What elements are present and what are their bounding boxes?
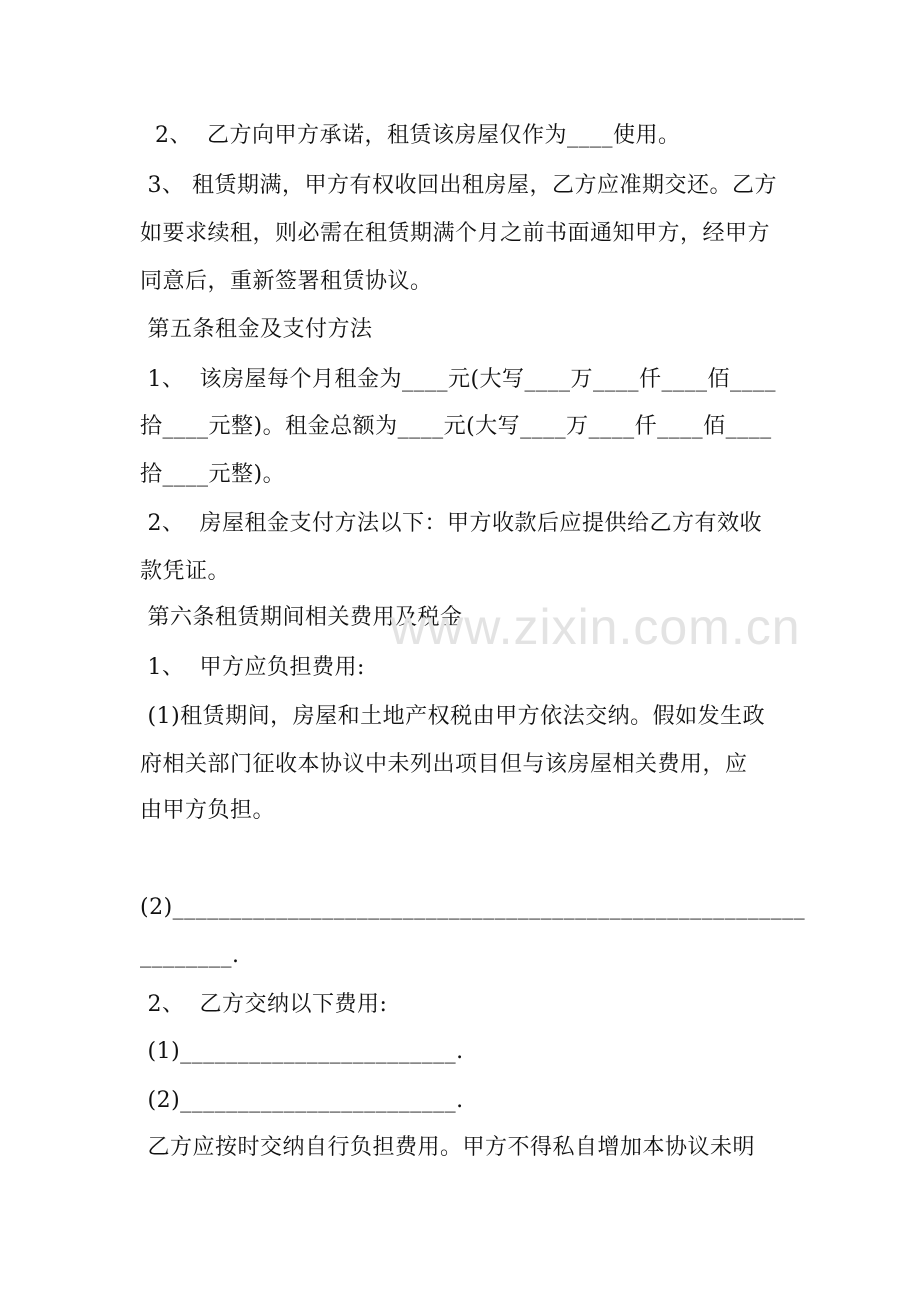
- clause-line: 府相关部门征收本协议中未列出项目但与该房屋相关费用，应: [140, 752, 748, 777]
- clause-line: 款凭证。: [140, 559, 231, 584]
- section-heading: 第五条租金及支付方法: [140, 317, 373, 342]
- watermark: www.zixin.com.cn: [390, 599, 801, 655]
- clause-line: 1、 该房屋每个月租金为____元(大写____万____仟____佰____: [140, 367, 777, 392]
- section-heading: 第六条租赁期间相关费用及税金: [140, 605, 463, 630]
- clause-line: 同意后，重新签署租赁协议。: [140, 269, 433, 294]
- clause-line: 3、 租赁期满，甲方有权收回出租房屋，乙方应准期交还。乙方: [140, 173, 777, 198]
- clause-line: 1、 甲方应负担费用:: [140, 655, 365, 680]
- blank-line: (1)________________________.: [140, 1039, 464, 1064]
- clause-line: 2、 乙方交纳以下费用:: [140, 992, 388, 1017]
- blank-line: (2)_______________________________________________________: [140, 895, 806, 920]
- clause-line: 如要求续租，则必需在租赁期满个月之前书面通知甲方，经甲方: [140, 221, 771, 246]
- blank-line: ________.: [140, 943, 240, 968]
- clause-line: 拾____元整)。: [140, 462, 286, 487]
- clause-line: 2、 房屋租金支付方法以下：甲方收款后应提供给乙方有效收: [140, 511, 762, 536]
- clause-line: 2、 乙方向甲方承诺，租赁该房屋仅作为____使用。: [140, 123, 681, 148]
- clause-line: (1)租赁期间，房屋和土地产权税由甲方依法交纳。假如发生政: [140, 704, 766, 729]
- clause-line: 乙方应按时交纳自行负担费用。甲方不得私自增加本协议未明: [140, 1135, 755, 1160]
- clause-line: 由甲方负担。: [140, 798, 276, 823]
- clause-line: 拾____元整)。租金总额为____元(大写____万____仟____佰____: [140, 414, 772, 439]
- blank-line: (2)________________________.: [140, 1088, 464, 1113]
